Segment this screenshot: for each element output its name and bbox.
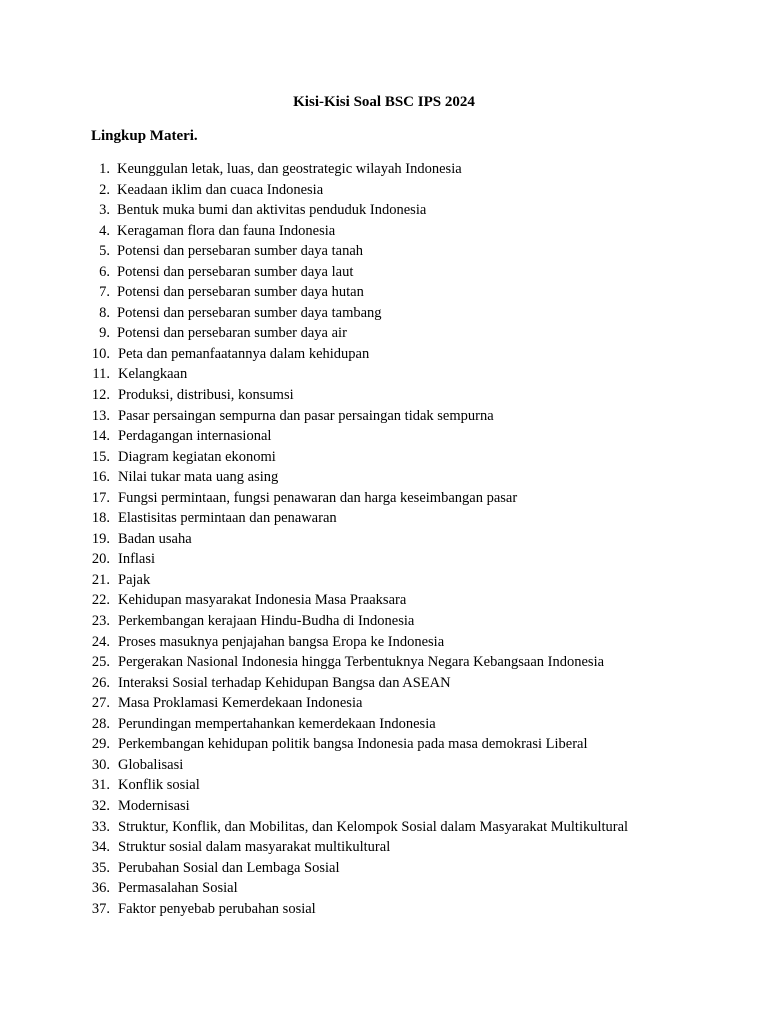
list-item <box>0 364 768 385</box>
list-item <box>0 323 768 344</box>
list-item-number: 1. <box>99 161 110 177</box>
list-item-number: 33. <box>91 818 110 835</box>
list-item-number: 31. <box>91 777 110 794</box>
list-item <box>0 426 768 447</box>
list-item-text: Diagram kegiatan ekonomi <box>118 448 276 465</box>
list-item-text: Keragaman flora dan fauna Indonesia <box>117 222 336 239</box>
list-item <box>0 837 768 858</box>
list-item-text: Pergerakan Nasional Indonesia hingga Terbentuknya Negara Kebangsaan Indonesia <box>118 654 605 671</box>
list-item <box>0 262 768 283</box>
list-item-number: 29. <box>91 736 110 753</box>
list-item-text: Permasalahan Sosial <box>118 880 238 897</box>
list-item-number: 32. <box>91 797 110 814</box>
list-item-text: Struktur sosial dalam masyarakat multikultural <box>118 839 391 856</box>
list-item-text: Keadaan iklim dan cuaca Indonesia <box>117 181 324 198</box>
list-item <box>0 221 768 242</box>
list-item-number: 21. <box>91 571 110 588</box>
list-item-number: 24. <box>91 633 110 650</box>
materi-list <box>0 159 768 919</box>
list-item-text: Perkembangan kehidupan politik bangsa Indonesia pada masa demokrasi Liberal <box>118 736 588 753</box>
document-title: Kisi-Kisi Soal BSC IPS 2024 <box>293 94 475 110</box>
list-item-text: Modernisasi <box>118 797 190 814</box>
list-item-number: 37. <box>91 900 110 917</box>
list-item-number: 10. <box>91 345 110 362</box>
list-item-number: 2. <box>99 181 110 198</box>
list-item-number: 5. <box>99 243 110 260</box>
list-item-text: Produksi, distribusi, konsumsi <box>118 387 294 404</box>
list-item <box>0 159 768 180</box>
list-item-text: Interaksi Sosial terhadap Kehidupan Bangsa dan ASEAN <box>118 674 451 691</box>
list-item-number: 4. <box>99 222 110 239</box>
list-item-number: 7. <box>99 284 110 301</box>
list-item-text: Potensi dan persebaran sumber daya tambang <box>117 304 382 321</box>
list-item-number: 12. <box>91 387 110 404</box>
list-item-text: Perubahan Sosial dan Lembaga Sosial <box>118 859 340 876</box>
list-item-text: Potensi dan persebaran sumber daya air <box>117 325 347 342</box>
list-item <box>0 632 768 653</box>
list-item-number: 36. <box>91 880 110 897</box>
list-item-text: Peta dan pemanfaatannya dalam kehidupan <box>118 345 370 362</box>
list-item-text: Kelangkaan <box>118 366 188 383</box>
list-item-number: 9. <box>99 325 110 342</box>
list-item <box>0 508 768 529</box>
list-item-text: Kehidupan masyarakat Indonesia Masa Praaksara <box>118 592 407 609</box>
list-item <box>0 611 768 632</box>
list-item-number: 17. <box>91 489 110 506</box>
list-item-text: Konflik sosial <box>118 777 200 794</box>
list-item-number: 19. <box>91 530 110 547</box>
list-item-number: 13. <box>91 407 110 424</box>
list-item-text: Keunggulan letak, luas, dan geostrategic wilayah Indonesia <box>117 161 462 177</box>
list-item <box>0 529 768 550</box>
list-item-text: Perkembangan kerajaan Hindu-Budha di Indonesia <box>118 613 415 630</box>
list-item-text: Fungsi permintaan, fungsi penawaran dan harga keseimbangan pasar <box>118 489 518 506</box>
list-item-text: Proses masuknya penjajahan bangsa Eropa ke Indonesia <box>118 633 445 650</box>
list-item <box>0 180 768 201</box>
list-item-text: Nilai tukar mata uang asing <box>118 469 279 486</box>
list-item <box>0 817 768 838</box>
list-item-text: Faktor penyebab perubahan sosial <box>118 900 316 917</box>
list-item-text: Perundingan mempertahankan kemerdekaan Indonesia <box>118 715 436 732</box>
list-item <box>0 858 768 879</box>
list-item <box>0 406 768 427</box>
list-item-number: 20. <box>91 551 110 568</box>
list-item <box>0 734 768 755</box>
list-item <box>0 652 768 673</box>
list-item <box>0 899 768 920</box>
list-item-number: 11. <box>92 366 110 383</box>
list-item-number: 34. <box>91 839 110 856</box>
list-item-text: Pasar persaingan sempurna dan pasar persaingan tidak sempurna <box>118 407 494 424</box>
list-item-text: Elastisitas permintaan dan penawaran <box>118 510 337 527</box>
list-item-text: Potensi dan persebaran sumber daya laut <box>117 263 354 280</box>
list-item-text: Inflasi <box>118 551 156 568</box>
list-item-number: 30. <box>91 756 110 773</box>
list-item-text: Potensi dan persebaran sumber daya hutan <box>117 284 364 301</box>
list-item <box>0 878 768 899</box>
list-item <box>0 775 768 796</box>
list-item-number: 28. <box>91 715 110 732</box>
list-item <box>0 200 768 221</box>
section-heading: Lingkup Materi. <box>91 128 198 144</box>
list-item-number: 16. <box>91 469 110 486</box>
list-item-number: 6. <box>99 263 110 280</box>
list-item-text: Struktur, Konflik, dan Mobilitas, dan Kelompok Sosial dalam Masyarakat Multikultural <box>118 818 629 835</box>
list-item <box>0 447 768 468</box>
list-item <box>0 488 768 509</box>
list-item <box>0 693 768 714</box>
list-item <box>0 385 768 406</box>
list-item-number: 14. <box>91 428 110 445</box>
list-item-text: Potensi dan persebaran sumber daya tanah <box>117 243 364 260</box>
list-item-number: 23. <box>91 613 110 630</box>
list-item-text: Pajak <box>118 571 151 588</box>
list-item-number: 35. <box>91 859 110 876</box>
list-item <box>0 673 768 694</box>
list-item-number: 27. <box>91 695 110 712</box>
list-item <box>0 467 768 488</box>
list-item-text: Masa Proklamasi Kemerdekaan Indonesia <box>118 695 363 712</box>
list-item <box>0 241 768 262</box>
list-item <box>0 282 768 303</box>
list-item-text: Bentuk muka bumi dan aktivitas penduduk Indonesia <box>117 202 427 219</box>
list-item <box>0 570 768 591</box>
list-item <box>0 303 768 324</box>
list-item-number: 18. <box>91 510 110 527</box>
list-item <box>0 590 768 611</box>
list-item <box>0 755 768 776</box>
list-item-text: Perdagangan internasional <box>118 428 272 445</box>
list-item-number: 15. <box>91 448 110 465</box>
list-item-number: 25. <box>91 654 110 671</box>
list-item-number: 3. <box>99 202 110 219</box>
list-item <box>0 714 768 735</box>
list-item-number: 26. <box>91 674 110 691</box>
list-item-text: Badan usaha <box>118 530 192 547</box>
list-item <box>0 344 768 365</box>
list-item-text: Globalisasi <box>118 756 184 773</box>
list-item <box>0 796 768 817</box>
list-item-number: 22. <box>91 592 110 609</box>
list-item-number: 8. <box>99 304 110 321</box>
list-item <box>0 549 768 570</box>
